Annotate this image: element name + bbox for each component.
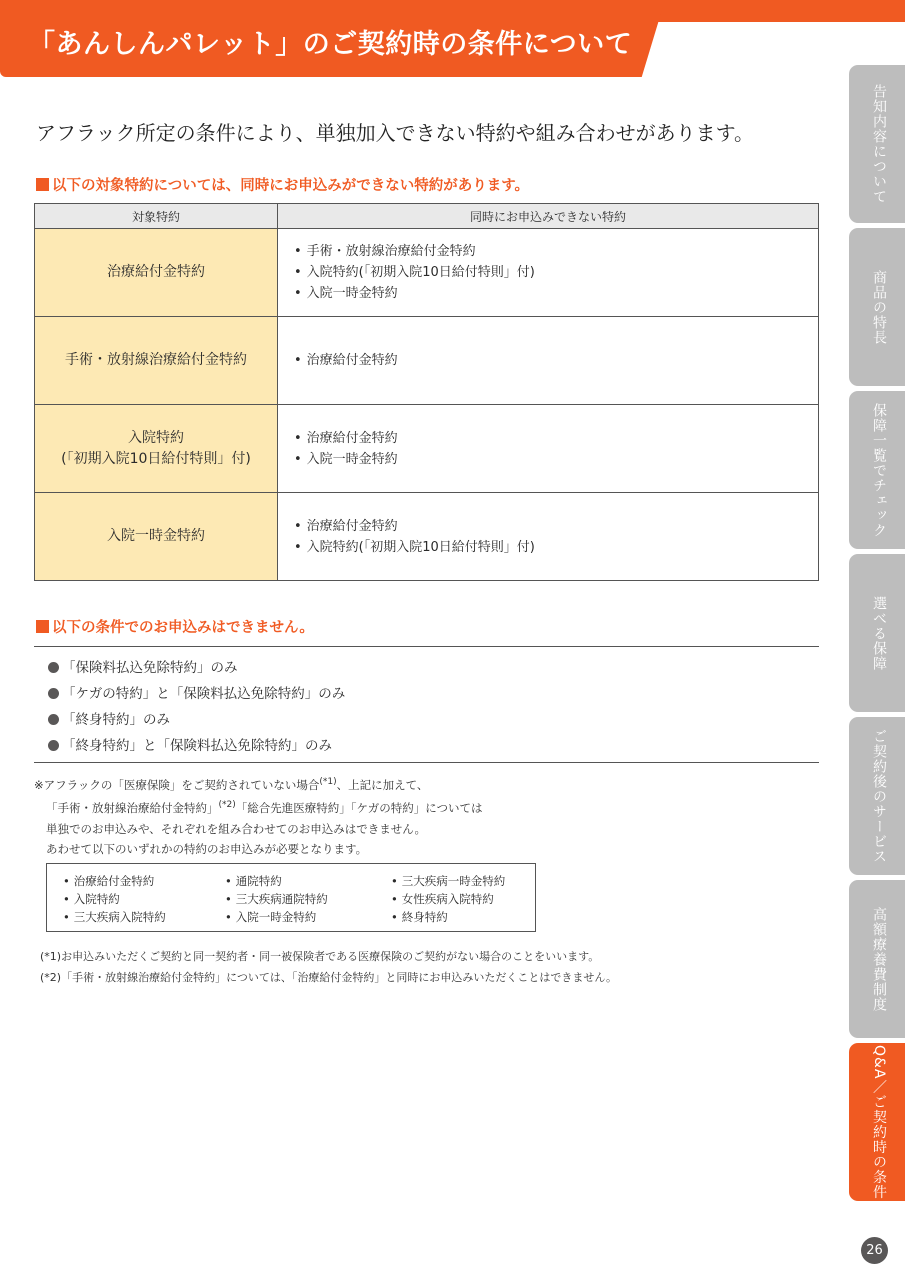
table-row [35, 405, 819, 493]
table-row [35, 229, 819, 317]
circle-bullet-icon [48, 688, 59, 699]
restriction-list [48, 655, 345, 759]
target-rider: 入院一時金特約 [35, 493, 278, 581]
section2-heading: 以下の条件でのお申込みはできません。 [36, 616, 314, 637]
circle-bullet-icon [48, 740, 59, 751]
list-item: 「終身特約」と「保険料払込免除特約」のみ [48, 733, 345, 759]
section1-heading: 以下の対象特約については、同時にお申込みができない特約があります。 [36, 174, 529, 195]
list-item: • 女性疾病入院特約 [391, 890, 541, 908]
required-riders-box [46, 863, 536, 932]
list-item: • 入院特約 [63, 890, 225, 908]
circle-bullet-icon [48, 714, 59, 725]
list-item: • 三大疾病通院特約 [225, 890, 391, 908]
side-tab-coverage-list[interactable]: 保障一覧でチェック [849, 391, 905, 549]
excluded-riders: • 手術・放射線治療給付金特約 • 入院特約(「初期入院10日給付特則」付) • 入院一時金特約 [278, 229, 819, 317]
side-tab-qa-conditions[interactable]: Q&A／ご契約時の条件 [849, 1043, 905, 1201]
square-bullet-icon [36, 178, 49, 191]
list-item: • 終身特約 [391, 908, 541, 926]
page-number: 26 [861, 1237, 888, 1264]
side-tab-after-contract-service[interactable]: ご契約後のサービス [849, 717, 905, 875]
list-item: 「終身特約」のみ [48, 707, 345, 733]
side-tab-selectable-coverage[interactable]: 選べる保障 [849, 554, 905, 712]
list-item: 「ケガの特約」と「保険料払込免除特約」のみ [48, 681, 345, 707]
target-rider: 手術・放射線治療給付金特約 [35, 317, 278, 405]
list-item: 「保険料払込免除特約」のみ [48, 655, 345, 681]
excluded-riders: • 治療給付金特約 [278, 317, 819, 405]
table-row [35, 493, 819, 581]
target-rider: 入院特約 (「初期入院10日給付特則」付) [35, 405, 278, 493]
list-item: • 三大疾病一時金特約 [391, 872, 541, 890]
list-item: • 入院一時金特約 [225, 908, 391, 926]
target-rider: 治療給付金特約 [35, 229, 278, 317]
list-item: • 治療給付金特約 [63, 872, 225, 890]
table-header-target: 対象特約 [35, 204, 278, 229]
divider [34, 762, 819, 763]
footnote-1: (*1)お申込みいただくご契約と同一契約者・同一被保険者である医療保険のご契約がない場合のことをいいます。 [40, 950, 600, 963]
divider [34, 646, 819, 647]
square-bullet-icon [36, 620, 49, 633]
table-row [35, 317, 819, 405]
note-block: ※アフラックの「医療保険」をご契約されていない場合$^{(*1)}$、上記に加えて、 「手術・放射線治療給付金特約」$^{(*2)}$「総合先進医療特約」「ケガの特約」については 単独でのお申込みや、それぞれを組み合わせてのお申込みはできません。 あわせて以下のいずれかの特約のお申込みが必要となります。 [34, 777, 483, 857]
footnote-2: (*2)「手術・放射線治療給付金特約」については、「治療給付金特約」と同時にお申込みいただくことはできません。 [40, 971, 618, 984]
rider-combination-table [34, 203, 819, 581]
excluded-riders: • 治療給付金特約 • 入院特約(「初期入院10日給付特則」付) [278, 493, 819, 581]
excluded-riders: • 治療給付金特約 • 入院一時金特約 [278, 405, 819, 493]
circle-bullet-icon [48, 662, 59, 673]
list-item: • 三大疾病入院特約 [63, 908, 225, 926]
list-item: • 通院特約 [225, 872, 391, 890]
side-tab-disclosure[interactable]: 告知内容について [849, 65, 905, 223]
lead-text: アフラック所定の条件により、単独加入できない特約や組み合わせがあります。 [36, 121, 754, 145]
side-tab-features[interactable]: 商品の特長 [849, 228, 905, 386]
table-header-excluded: 同時にお申込みできない特約 [278, 204, 819, 229]
page-title: 「あんしんパレット」のご契約時の条件について [28, 29, 633, 60]
side-tab-high-cost-medical[interactable]: 高額療養費制度 [849, 880, 905, 1038]
